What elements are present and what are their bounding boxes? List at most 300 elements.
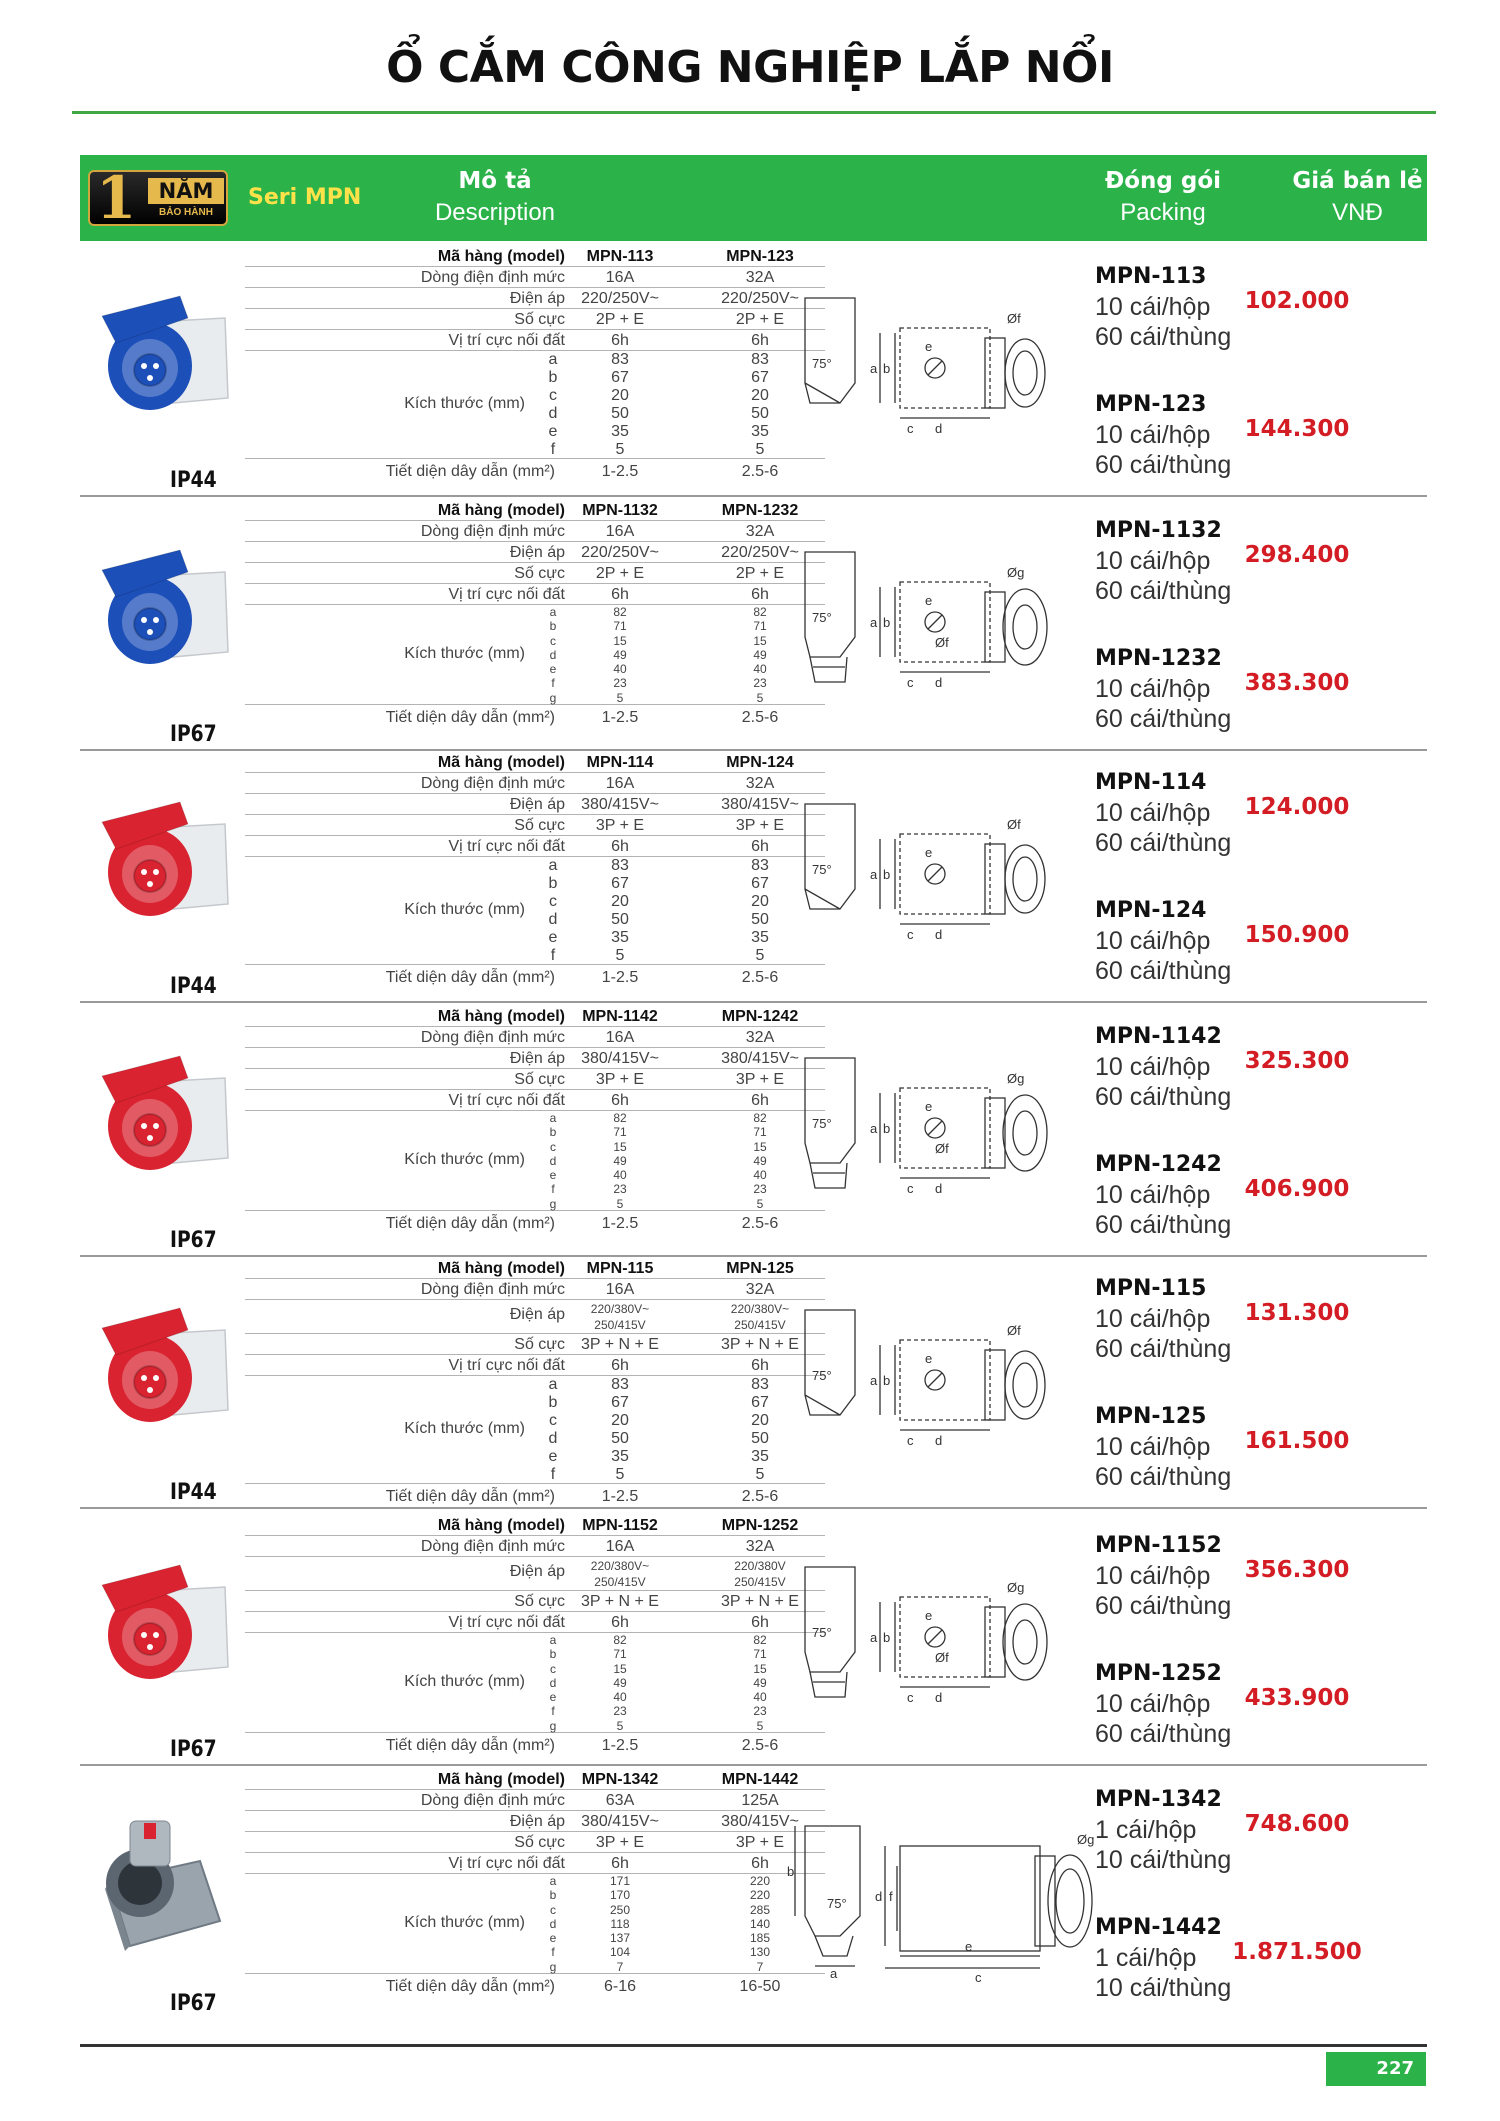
dimension-value: 220 [749,1874,771,1888]
spec-value: 380/415V~ [581,1050,659,1067]
svg-text:Øf: Øf [935,635,949,650]
dimension-value: 5 [756,1718,764,1733]
spec-value: 1-2.5 [601,709,639,726]
dimension-value: 15 [613,1139,627,1154]
svg-text:Øg: Øg [1077,1832,1095,1847]
product-block [80,497,1427,751]
dimension-letter: a [549,605,557,619]
packing-box: 10 cái/hộp [1095,293,1211,321]
svg-text:75°: 75° [812,1368,832,1383]
dimension-letter: a [548,351,558,368]
spec-label: Số cực [514,1071,565,1088]
dimension-value: 83 [751,351,769,368]
spec-value: MPN-114 [586,754,654,771]
spec-label: Tiết diện dây dẫn (mm²) [385,1978,555,1995]
svg-text:c: c [907,675,914,690]
spec-value: 32A [745,1538,775,1555]
dimension-drawing [785,1043,1125,1213]
warranty-badge [88,164,228,232]
dimension-label: Kích thước (mm) [404,395,525,412]
packing-carton: 60 cái/thùng [1095,705,1232,733]
spec-row [245,246,825,267]
spec-value: 1-2.5 [601,1215,639,1232]
packing-model: MPN-1142 [1095,1024,1222,1049]
dimension-value: 67 [751,369,769,386]
spec-row [245,1006,825,1027]
packing-model: MPN-1442 [1095,1915,1222,1940]
product-block [80,1003,1427,1257]
spec-value: 6h [751,1357,769,1374]
spec-value: 220/250V~ [581,544,659,561]
spec-value: 3P + E [595,1071,645,1088]
ip-rating: IP44 [170,974,217,999]
spec-row [245,815,825,836]
spec-value: 63A [605,1792,635,1809]
dimension-letter: b [548,369,558,386]
retail-price: 124.000 [1244,794,1350,820]
dimension-value: 137 [609,1931,631,1946]
dimension-value: 35 [611,929,629,946]
ip-rating: IP67 [170,722,217,747]
dimension-value: 49 [613,1675,627,1690]
retail-price: 356.300 [1244,1557,1350,1583]
spec-value: 2P + E [595,311,645,328]
dimension-value: 20 [611,1412,629,1429]
header-description-en: Description [434,199,556,226]
spec-row [245,330,825,351]
svg-text:e: e [925,1351,933,1366]
spec-label: Tiết diện dây dẫn (mm²) [385,463,555,480]
dimension-letter: b [549,1647,557,1662]
packing-carton: 60 cái/thùng [1095,829,1232,857]
spec-row-wire [245,707,825,728]
spec-label: Mã hàng (model) [437,754,565,771]
spec-value: 16A [605,775,635,792]
dimension-value: 5 [756,1196,764,1211]
packing-carton: 10 cái/thùng [1095,1974,1232,2002]
dimension-value: 50 [611,911,629,928]
dimension-value: 83 [611,351,629,368]
dimension-values-model-1 [565,351,675,459]
spec-row-wire [245,1213,825,1234]
dimension-value: 82 [753,1111,767,1125]
spec-value: 220/250V~ [721,290,799,307]
dimension-rows [245,1874,825,1974]
dimension-value: 20 [751,1412,769,1429]
spec-value: 6h [611,332,629,349]
dimension-value: 49 [753,647,767,662]
svg-text:d: d [935,927,943,942]
dimension-value: 49 [613,647,627,662]
spec-label: Vị trí cực nối đất [448,332,565,349]
spec-value: MPN-115 [586,1260,654,1277]
spec-value: 16A [605,1281,635,1298]
spec-row [245,1790,825,1811]
product-block [80,1255,1427,1509]
dimension-rows [245,1111,825,1211]
spec-row-wire [245,1486,825,1507]
spec-label: Số cực [514,311,565,328]
dimension-value: 82 [613,1633,627,1647]
dimension-label: Kích thước (mm) [404,1914,525,1931]
retail-price: 102.000 [1244,288,1350,314]
spec-row [245,521,825,542]
dimension-letter: b [548,1394,558,1411]
dimension-value: 20 [611,387,629,404]
packing-model: MPN-1152 [1095,1533,1222,1558]
spec-value: 6h [751,1092,769,1109]
packing-model: MPN-125 [1095,1404,1207,1429]
spec-label: Số cực [514,817,565,834]
spec-value: MPN-1132 [582,502,658,519]
svg-text:75°: 75° [812,1116,832,1131]
spec-label: Điện áp [509,290,565,307]
spec-row [245,1811,825,1832]
packing-carton: 60 cái/thùng [1095,957,1232,985]
dimension-letter: e [548,1448,558,1465]
spec-row [245,1090,825,1111]
svg-text:Øg: Øg [1007,1580,1025,1595]
dimension-label: Kích thước (mm) [404,1151,525,1168]
dimension-value: 15 [613,633,627,648]
spec-value: 6h [611,838,629,855]
spec-value: 3P + N + E [581,1336,659,1353]
spec-value: 6h [751,1614,769,1631]
dimension-drawing [785,1552,1125,1722]
header-packing [1088,165,1238,229]
dimension-letter: f [551,676,555,691]
retail-price: 131.300 [1244,1300,1350,1326]
dimension-value: 40 [753,1690,767,1705]
dimension-letter: b [548,875,558,892]
product-block [80,243,1427,497]
svg-text:Øg: Øg [1007,565,1025,580]
spec-label: Dòng điện định mức [420,1792,565,1809]
page-title: Ổ CẮM CÔNG NGHIỆP LẮP NỔI [386,42,1114,93]
dimension-letter: c [550,1139,556,1154]
svg-text:d: d [935,1690,943,1705]
dimension-letters [545,1874,561,1974]
product-block [80,749,1427,1003]
spec-value: 6h [611,586,629,603]
dimension-rows [245,1633,825,1733]
socket-photo [80,1300,230,1435]
page-number: 227 [1326,2052,1426,2086]
svg-text:Øf: Øf [1007,311,1021,326]
spec-value: 3P + E [735,1071,785,1088]
svg-text:f: f [889,1889,893,1904]
dimension-value: 50 [751,911,769,928]
retail-price: 748.600 [1244,1811,1350,1837]
svg-text:75°: 75° [812,1625,832,1640]
dimension-letter: e [548,929,558,946]
dimension-letter: b [549,619,557,634]
dimension-letter: f [550,1466,556,1483]
dimension-value: 5 [616,1718,624,1733]
dimension-value: 83 [611,1376,629,1393]
spec-row [245,1557,825,1591]
spec-value: 16A [605,269,635,286]
retail-price: 1.871.500 [1232,1939,1362,1965]
packing-model: MPN-114 [1095,770,1207,795]
spec-label: Dòng điện định mức [420,1281,565,1298]
spec-row [245,1027,825,1048]
retail-price: 433.900 [1244,1685,1350,1711]
spec-value: 1-2.5 [601,969,639,986]
dimension-letters [545,857,561,965]
dimension-letter: a [549,1633,557,1647]
spec-label: Vị trí cực nối đất [448,586,565,603]
dimension-label: Kích thước (mm) [404,1420,525,1437]
spec-row-wire [245,1976,825,1997]
spec-value: 380/415V~ [581,1813,659,1830]
spec-row [245,1515,825,1536]
svg-text:d: d [935,421,943,436]
dimension-letter: e [549,1931,557,1946]
svg-text:c: c [907,421,914,436]
spec-value: MPN-1142 [582,1008,658,1025]
dimension-value: 71 [753,1647,767,1662]
spec-value: 220/250V~ [721,544,799,561]
dimension-drawing [785,1806,1125,1985]
dimension-value: 49 [613,1153,627,1168]
dimension-letter: f [551,1182,555,1197]
spec-value: 220/380V~ 250/415V [590,1302,650,1332]
svg-text:75°: 75° [812,610,832,625]
dimension-value: 35 [751,423,769,440]
packing-box: 10 cái/hộp [1095,1305,1211,1333]
svg-text:b: b [883,1121,891,1136]
spec-value: MPN-124 [726,754,794,771]
svg-text:a: a [870,615,878,630]
spec-value: 1-2.5 [601,1488,639,1505]
svg-text:e: e [965,1939,973,1954]
svg-text:Øf: Øf [1007,817,1021,832]
svg-text:b: b [883,361,891,376]
ip-rating: IP67 [170,1737,217,1762]
dimension-value: 49 [753,1153,767,1168]
packing-box: 10 cái/hộp [1095,1433,1211,1461]
spec-value: 6h [611,1357,629,1374]
header-price [1290,165,1425,229]
dimension-value: 5 [616,690,624,705]
warranty-badge-number: 1 [96,164,137,232]
dimension-value: 82 [613,1111,627,1125]
spec-row [245,1258,825,1279]
svg-text:a: a [870,867,878,882]
spec-value: 3P + N + E [721,1593,799,1610]
dimension-letter: d [549,647,557,662]
spec-value: 3P + E [735,817,785,834]
svg-text:e: e [925,593,933,608]
dimension-value: 23 [753,1182,767,1197]
spec-value: 220/380V~ 250/415V [730,1302,790,1332]
dimension-value: 35 [611,1448,629,1465]
dimension-letters [545,1111,561,1211]
svg-text:Øf: Øf [935,1141,949,1156]
dimension-value: 71 [753,1125,767,1140]
spec-value: 2.5-6 [741,1737,779,1754]
retail-price: 161.500 [1244,1428,1350,1454]
dimension-value: 71 [613,619,627,634]
svg-text:c: c [907,1181,914,1196]
dimension-value: 15 [753,633,767,648]
spec-value: MPN-123 [726,248,794,265]
packing-carton: 60 cái/thùng [1095,1335,1232,1363]
spec-label: Điện áp [509,1813,565,1830]
packing-carton: 60 cái/thùng [1095,1463,1232,1491]
dimension-letter: d [549,1675,557,1690]
spec-value: 125A [741,1792,779,1809]
dimension-values-model-1 [565,605,675,705]
header-description [410,165,580,229]
spec-value: 6h [611,1092,629,1109]
spec-value: 220/380V~ 250/415V [590,1559,650,1589]
dimension-value: 185 [749,1931,771,1946]
spec-value: 2P + E [735,311,785,328]
spec-value: 32A [745,269,775,286]
dimension-value: 5 [615,947,625,964]
dimension-letter: c [549,387,557,404]
spec-label: Tiết diện dây dẫn (mm²) [385,1215,555,1232]
dimension-value: 67 [611,875,629,892]
block-divider [80,1507,1427,1509]
dimension-letter: c [549,1412,557,1429]
packing-carton: 60 cái/thùng [1095,451,1232,479]
socket-photo [80,288,230,423]
dimension-value: 20 [751,387,769,404]
dimension-letter: e [549,662,557,677]
svg-text:e: e [925,339,933,354]
block-divider [80,2044,1427,2047]
packing-model: MPN-1252 [1095,1661,1222,1686]
svg-text:Øf: Øf [935,1650,949,1665]
spec-value: MPN-125 [726,1260,794,1277]
dimension-value: 250 [609,1902,631,1917]
spec-label: Vị trí cực nối đất [448,1614,565,1631]
dimension-value: 5 [756,690,764,705]
dimension-value: 71 [753,619,767,634]
dimension-value: 40 [613,1690,627,1705]
dimension-value: 285 [749,1902,771,1917]
svg-text:a: a [870,1121,878,1136]
spec-label: Vị trí cực nối đất [448,1855,565,1872]
dimension-value: 5 [755,1466,765,1483]
spec-label: Số cực [514,1834,565,1851]
dimension-value: 82 [753,605,767,619]
spec-row [245,1279,825,1300]
dimension-value: 50 [611,1430,629,1447]
svg-text:c: c [907,1433,914,1448]
spec-value: 3P + E [595,1834,645,1851]
spec-value: 3P + N + E [721,1336,799,1353]
spec-row [245,1355,825,1376]
spec-row [245,836,825,857]
dimension-letter: g [549,1718,557,1733]
spec-row [245,542,825,563]
spec-row-wire [245,967,825,988]
spec-label: Dòng điện định mức [420,269,565,286]
spec-value: MPN-1152 [582,1517,658,1534]
svg-text:b: b [883,1630,891,1645]
dimension-value: 83 [751,1376,769,1393]
spec-value: 2.5-6 [741,709,779,726]
title-rule [72,111,1436,114]
header-packing-vi: Đóng gói [1104,168,1222,194]
dimension-letter: f [550,947,556,964]
dimension-letter: a [549,1874,557,1888]
dimension-value: 83 [611,857,629,874]
dimension-value: 23 [753,676,767,691]
dimension-drawing [785,1295,1125,1465]
spec-label: Điện áp [509,1563,565,1580]
dimension-letter: g [549,1196,557,1211]
dimension-value: 49 [753,1675,767,1690]
dimension-value: 82 [613,605,627,619]
dimension-value: 15 [753,1139,767,1154]
spec-value: MPN-1232 [721,502,799,519]
spec-label: Tiết diện dây dẫn (mm²) [385,969,555,986]
dimension-value: 50 [751,1430,769,1447]
spec-row [245,1853,825,1874]
dimension-value: 220 [749,1888,771,1903]
dimension-rows [245,857,825,965]
dimension-rows [245,1376,825,1484]
dimension-letter: d [549,1153,557,1168]
spec-label: Mã hàng (model) [437,1771,565,1788]
dimension-value: 23 [613,676,627,691]
packing-model: MPN-124 [1095,898,1207,923]
packing-carton: 60 cái/thùng [1095,1592,1232,1620]
spec-label: Mã hàng (model) [437,1517,565,1534]
svg-text:d: d [935,1181,943,1196]
product-block [80,1766,1427,2020]
svg-text:c: c [975,1970,982,1985]
spec-value: 2.5-6 [741,969,779,986]
spec-row [245,288,825,309]
dimension-value: 35 [611,423,629,440]
dimension-values-model-1 [565,1874,675,1974]
dimension-letter: f [551,1945,555,1960]
header-description-vi: Mô tả [458,168,532,194]
product-block [80,1512,1427,1766]
warranty-badge-text: BẢO HÀNH [159,207,213,218]
spec-value: 1-2.5 [601,1737,639,1754]
spec-value: 1-2.5 [601,463,639,480]
dimension-value: 40 [613,662,627,677]
svg-text:e: e [925,1099,933,1114]
packing-box: 1 cái/hộp [1095,1816,1197,1844]
dimension-value: 71 [613,1125,627,1140]
spec-value: 6h [751,1855,769,1872]
retail-price: 298.400 [1244,542,1350,568]
dimension-drawing [785,789,1125,959]
dimension-letter: g [549,1959,557,1974]
spec-value: 2P + E [735,565,785,582]
packing-box: 1 cái/hộp [1095,1944,1197,1972]
packing-carton: 60 cái/thùng [1095,1083,1232,1111]
dimension-value: 7 [616,1959,624,1974]
svg-text:75°: 75° [812,862,832,877]
spec-label: Vị trí cực nối đất [448,1357,565,1374]
dimension-value: 7 [756,1959,764,1974]
dimension-values-model-1 [565,1111,675,1211]
retail-price: 150.900 [1244,922,1350,948]
spec-value: 380/415V~ [581,796,659,813]
svg-text:c: c [907,927,914,942]
spec-label: Tiết diện dây dẫn (mm²) [385,1737,555,1754]
dimension-value: 35 [751,929,769,946]
